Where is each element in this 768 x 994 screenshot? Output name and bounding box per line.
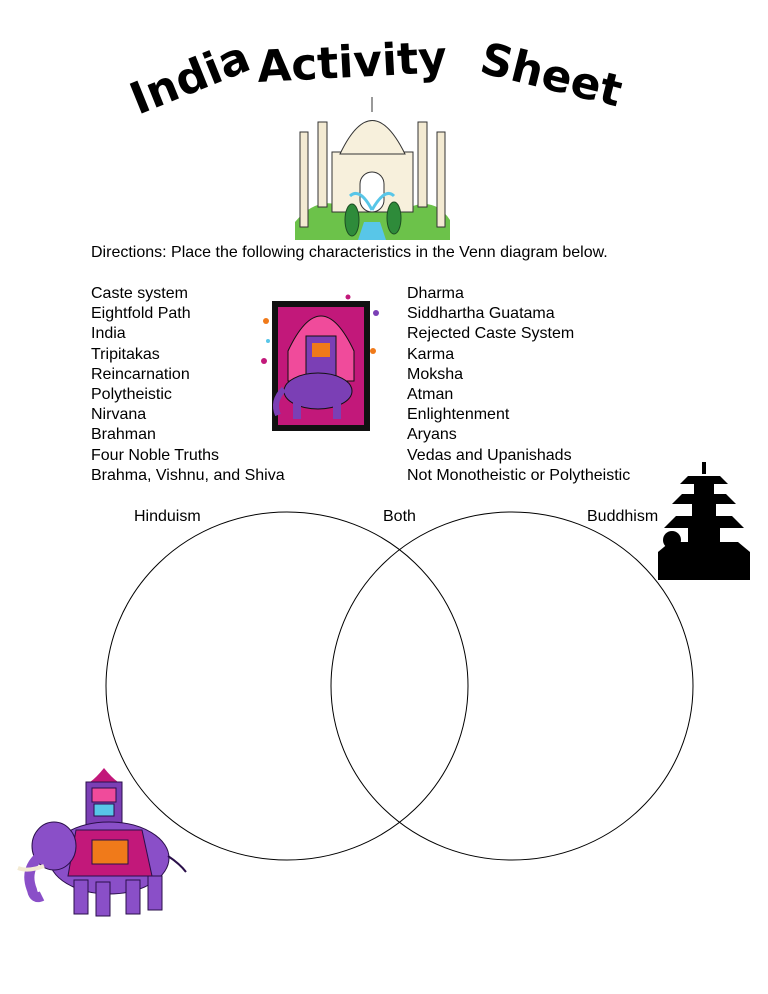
term-item: Aryans	[407, 426, 457, 444]
term-item: Tripitakas	[91, 345, 160, 363]
term-item: Siddhartha Guatama	[407, 305, 555, 323]
title-word-india: India	[123, 31, 258, 126]
venn-label-buddhism: Buddhism	[587, 508, 659, 525]
term-item: Eightfold Path	[91, 305, 191, 323]
taj-mahal-icon	[290, 92, 455, 240]
term-item: India	[91, 325, 126, 343]
term-item: Reincarnation	[91, 365, 190, 383]
decorated-elephant-icon	[258, 291, 383, 436]
elephant-icon	[14, 768, 194, 928]
term-item: Polytheistic	[91, 386, 172, 404]
term-item: Not Monotheistic or Polytheistic	[407, 466, 631, 484]
term-item: Brahman	[91, 426, 156, 444]
term-list-right	[407, 284, 630, 486]
title-word-sheet: Sheet	[475, 33, 628, 118]
term-item: Vedas and Upanishads	[407, 446, 572, 464]
venn-label-hinduism: Hinduism	[134, 508, 201, 525]
directions-text: Directions: Place the following characteristics in the Venn diagram below.	[91, 244, 608, 261]
term-item: Dharma	[407, 285, 464, 302]
term-item: Nirvana	[91, 406, 147, 424]
term-item: Caste system	[91, 285, 188, 302]
term-item: Enlightenment	[407, 406, 510, 424]
venn-label-both: Both	[383, 508, 416, 525]
term-item: Rejected Caste System	[407, 325, 575, 343]
term-item: Moksha	[407, 365, 464, 383]
term-item: Atman	[407, 386, 454, 404]
pagoda-icon	[658, 462, 750, 580]
term-list-left	[91, 284, 285, 486]
title-word-activity: Activity	[255, 32, 449, 93]
term-item: Brahma, Vishnu, and Shiva	[91, 466, 285, 484]
venn-circle-buddhism[interactable]	[331, 512, 693, 860]
term-item: Karma	[407, 345, 455, 363]
term-item: Four Noble Truths	[91, 446, 220, 464]
